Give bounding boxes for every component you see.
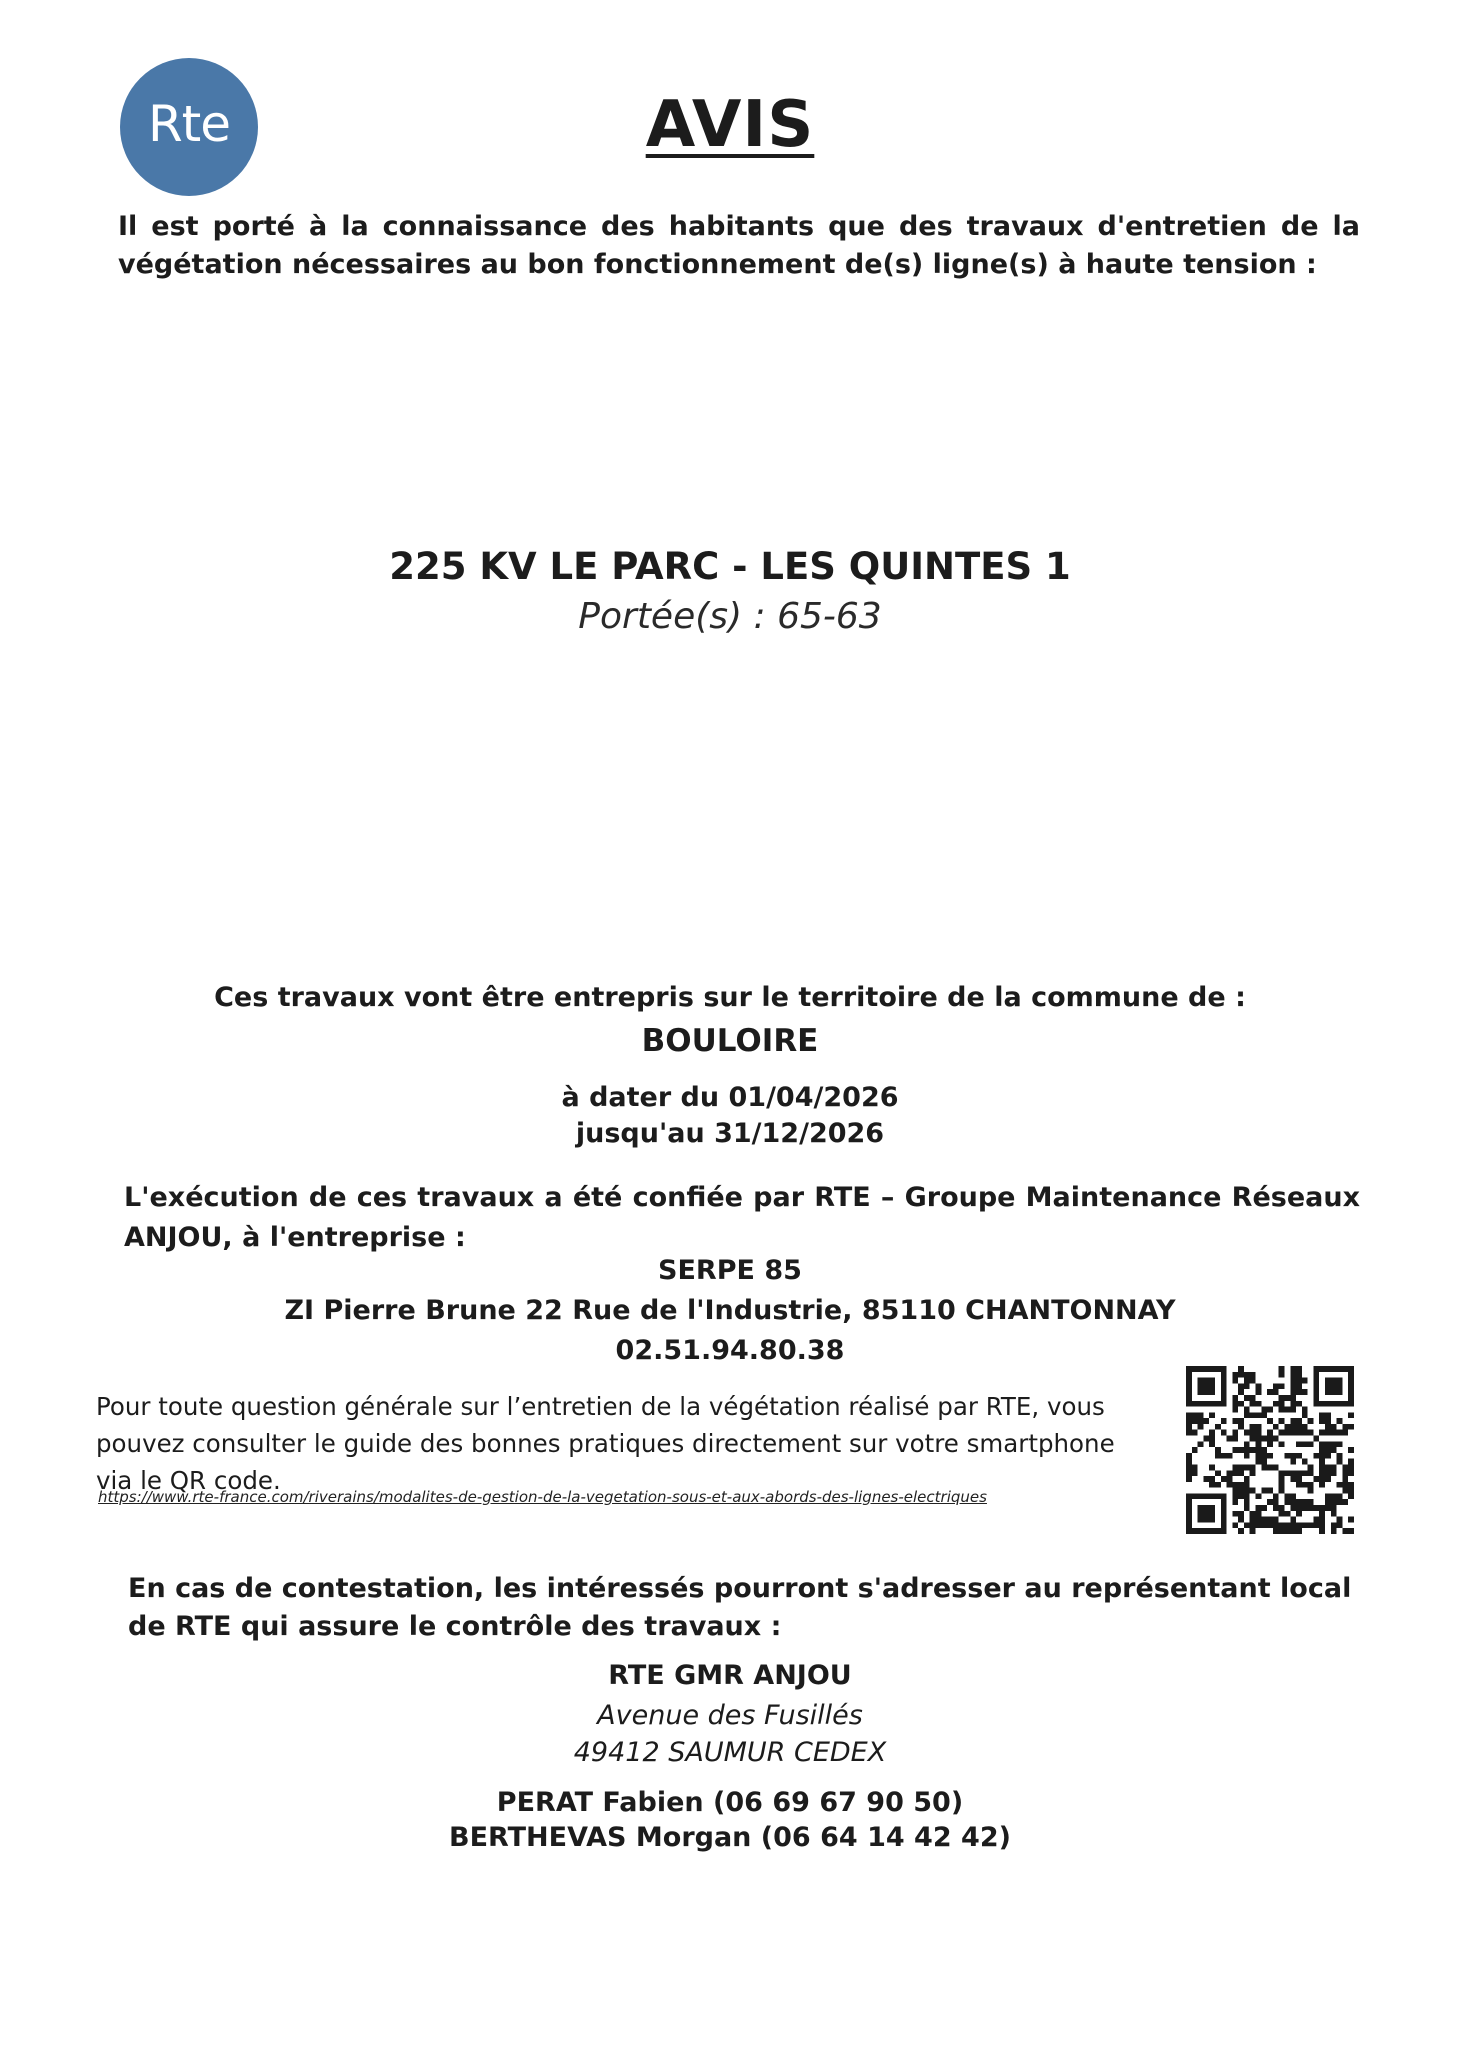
qr-code-icon[interactable] [1186, 1366, 1354, 1534]
company-address: ZI Pierre Brune 22 Rue de l'Industrie, 85110 CHANTONNAY [284, 1295, 1176, 1326]
page-title: AVIS [645, 88, 815, 162]
guide-link[interactable]: https://www.rte-france.com/riverains/modalites-de-gestion-de-la-vegetation-sous-et-aux-abords-des-lignes-electriques [98, 1488, 987, 1506]
commune-intro: Ces travaux vont être entrepris sur le territoire de la commune de : [214, 982, 1246, 1013]
execution-paragraph: L'exécution de ces travaux a été confiée par RTE – Groupe Maintenance Réseaux ANJOU, à l'entreprise : [124, 1182, 1360, 1253]
end-date: jusqu'au 31/12/2026 [575, 1118, 885, 1149]
contact-person: BERTHEVAS Morgan (06 64 14 42 42) [449, 1822, 1011, 1853]
rte-logo-text: Rte [147, 95, 231, 153]
representative-city: 49412 SAUMUR CEDEX [573, 1737, 887, 1768]
company-name: SERPE 85 [658, 1255, 802, 1286]
intro-paragraph: Il est porté à la connaissance des habitants que des travaux d'entretien de la végétation nécessaires au bon fonctionnement de(s) ligne(s) à haute tension : [118, 211, 1360, 280]
commune-name: BOULOIRE [641, 1023, 819, 1059]
start-date: à dater du 01/04/2026 [561, 1082, 899, 1113]
guide-paragraph: Pour toute question générale sur l’entretien de la végétation réalisé par RTE, vous pouvez consulter le guide des bonnes pratiques directement sur votre smartphone via le QR code. [96, 1392, 1115, 1495]
representative-street: Avenue des Fusillés [597, 1700, 863, 1731]
contestation-paragraph: En cas de contestation, les intéressés pourront s'adresser au représentant local de RTE qui assure le contrôle des travaux : [128, 1573, 1352, 1642]
company-phone: 02.51.94.80.38 [615, 1335, 845, 1366]
contact-person: PERAT Fabien (06 69 67 90 50) [496, 1787, 964, 1818]
power-line-name: 225 KV LE PARC - LES QUINTES 1 [389, 545, 1071, 588]
power-line-span: Portée(s) : 65-63 [578, 596, 882, 637]
representative-name: RTE GMR ANJOU [608, 1660, 852, 1691]
